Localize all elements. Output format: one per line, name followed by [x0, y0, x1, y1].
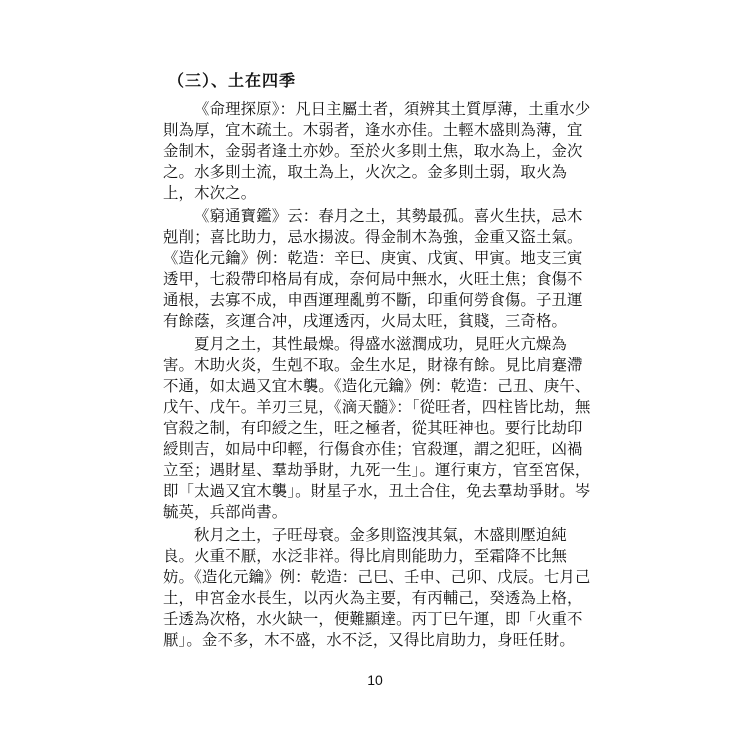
text-line: 通根，去寡不成，申酉運理亂剪不斷，印重何勞食傷。子丑運 — [163, 291, 583, 309]
paragraph-mingli-tanyuan — [163, 99, 593, 204]
text-line: 害。木助火炎，生剋不取。金生水足，財祿有餘。見比肩蹇滯 — [163, 356, 583, 374]
text-line: 戊午、戊午。羊刃三見，《滴天髓》：「從旺者，四柱皆比劫，無 — [163, 398, 591, 416]
text-line: 秋月之土，子旺母衰。金多則盜洩其氣，木盛則壓迫純 — [194, 526, 567, 544]
text-line: 夏月之土，其性最燥。得盛水滋潤成功，見旺火亢燥為 — [194, 335, 567, 353]
text-line: 金制木，金弱者逢土亦妙。至於火多則土焦，取水為上，金次 — [163, 142, 583, 160]
text-line: 立至；遇財星、羣劫爭財，九死一生」。運行東方，官至宮保， — [163, 461, 591, 479]
page-body — [163, 99, 593, 653]
paragraph-autumn-earth — [163, 525, 593, 651]
page-number: 10 — [367, 672, 383, 688]
paragraph-summer-earth — [163, 334, 593, 523]
text-line: 壬透為次格，水火缺一，便難顯達。丙丁巳午運，即「火重不 — [163, 610, 583, 628]
text-line: 透甲，七殺帶印格局有成，奈何局中無水，火旺土焦；食傷不 — [163, 270, 583, 288]
text-line: 土，申宮金水長生，以丙火為主要，有丙輔己，癸透為上格， — [163, 589, 583, 607]
section-heading: （三）、土在四季 — [168, 71, 297, 90]
text-line: 妨。《造化元鑰》例：乾造：己巳、壬申、己卯、戊辰。七月己 — [163, 568, 591, 586]
text-line: 即「太過又宜木襲」。財星子水，丑土合住，免去羣劫爭財。岑 — [163, 482, 591, 500]
text-line: 《窮通寶鑑》云：春月之土，其勢最孤。喜火生扶，忌木 — [194, 207, 583, 225]
text-line: 則為厚，宜木疏土。木弱者，逢水亦佳。土輕木盛則為薄，宜 — [163, 121, 583, 139]
text-line: 《命理探原》：凡日主屬土者，須辨其土質厚薄，土重水少 — [194, 100, 591, 118]
text-line: 《造化元鑰》例：乾造：辛巳、庚寅、戊寅、甲寅。地支三寅 — [163, 249, 583, 267]
text-line: 良。火重不厭，水泛非祥。得比肩則能助力，至霜降不比無 — [163, 547, 568, 565]
text-line: 有餘蔭，亥運合冲，戌運透丙，火局太旺，貧賤，三奇格。 — [163, 312, 568, 330]
text-line: 剋削；喜比助力，忌水揚波。得金制木為強，金重又盜土氣。 — [163, 228, 583, 246]
text-line: 不通，如太過又宜木襲。《造化元鑰》例：乾造：己丑、庚午、 — [163, 377, 591, 395]
text-line: 官殺之制，有印綬之生，旺之極者，從其旺神也。要行比劫印 — [163, 419, 583, 437]
text-line: 毓英，兵部尚書。 — [163, 503, 288, 521]
text-line: 綬則吉，如局中印輕，行傷食亦佳；官殺運，謂之犯旺，凶禍 — [163, 440, 583, 458]
text-line: 之。水多則土流，取土為上，火次之。金多則土弱，取火為 — [163, 163, 568, 181]
text-line: 上，木次之。 — [163, 184, 257, 202]
text-line: 厭」。金不多，木不盛，水不泛，又得比肩助力，身旺任財。 — [163, 631, 575, 649]
paragraph-spring-earth — [163, 206, 593, 332]
